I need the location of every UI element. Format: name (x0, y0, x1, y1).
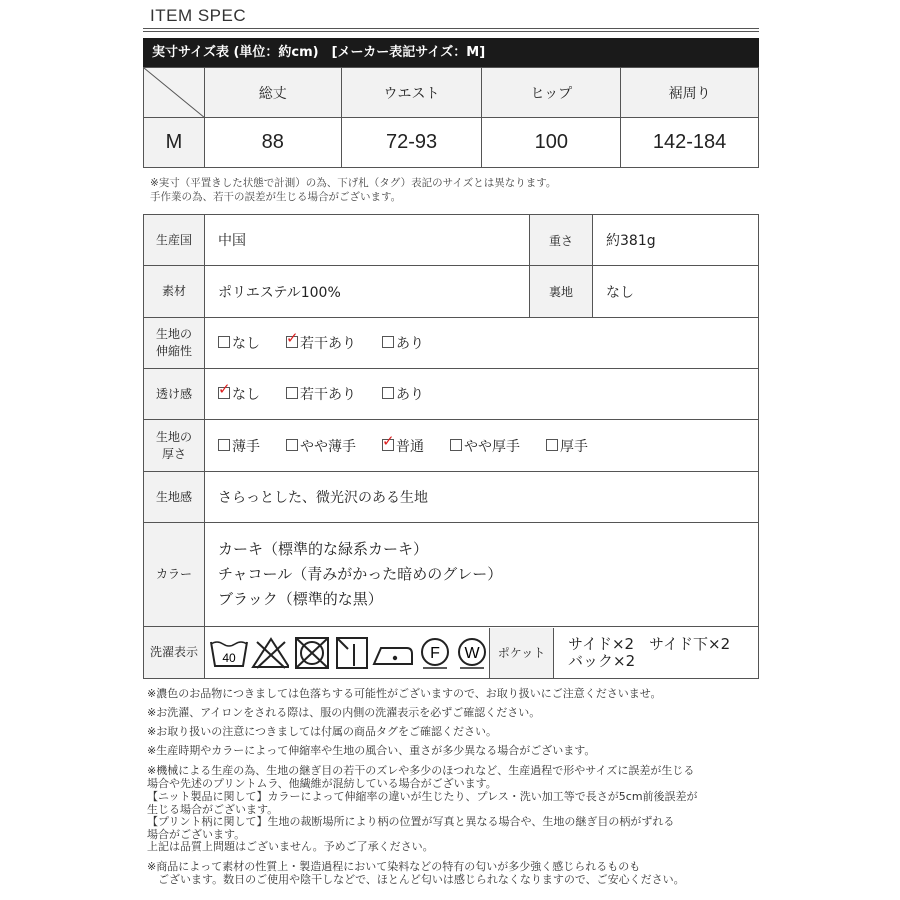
option-label: やや厚手 (464, 438, 520, 455)
wet-clean-letter: W (464, 644, 480, 662)
checkbox-icon (218, 336, 230, 348)
lining-label: 裏地 (530, 266, 593, 318)
option-item (286, 329, 356, 353)
weight-label: 重さ (530, 215, 593, 266)
checked-box-icon (218, 380, 231, 399)
color-item: チャコール（青みがかった暗めのグレー） (218, 565, 503, 583)
care-icons (205, 628, 490, 678)
option-item (218, 333, 260, 353)
footnote-line: ※お洗濯、アイロンをされる際は、服の内側の洗濯表示を必ずご確認ください。 (147, 706, 541, 719)
column-header-waist: ウエスト (341, 68, 482, 118)
weight-value: 約381g (593, 215, 759, 266)
option-label: 普通 (396, 438, 424, 455)
size-note-2: 手作業の為、若干の誤差が生じる場合がございます。 (150, 191, 402, 203)
option-label: 薄手 (232, 438, 260, 455)
footnote-line: ございます。数日のご使用や陰干しなどで、ほとんど匂いは感じられなくなりますので、ご安心ください。 (147, 873, 685, 886)
checkbox-icon (286, 387, 298, 399)
pocket-line-2: バック×2 (568, 651, 636, 670)
material-label: 素材 (144, 266, 205, 318)
option-item (382, 431, 424, 456)
cell-length: 88 (204, 118, 341, 168)
sheer-options (205, 369, 759, 420)
option-item (450, 436, 520, 456)
option-item (546, 436, 588, 456)
no-bleach-icon (251, 636, 290, 670)
wash-40-icon (209, 636, 248, 670)
dry-clean-f-icon (417, 636, 452, 670)
color-label: カラー (144, 523, 205, 627)
feel-label: 生地感 (144, 472, 205, 523)
care-label: 洗濯表示 (144, 627, 205, 679)
footnote-line: ※生産時期やカラーによって伸縮率や生地の風合い、重さが多少異なる場合がございます。 (147, 744, 596, 757)
origin-label: 生産国 (144, 215, 205, 266)
option-item (218, 436, 260, 456)
color-item: ブラック（標準的な黒） (218, 590, 383, 608)
checkbox-icon (382, 336, 394, 348)
color-item: カーキ（標準的な緑系カーキ） (218, 540, 429, 558)
cell-hip: 100 (482, 118, 621, 168)
line-dry-shade-icon (334, 636, 369, 670)
footnote-line: ※商品によって素材の性質上・製造過程において染料などの特有の匂いが多少強く感じられるものも (147, 860, 641, 873)
checkbox-icon (382, 387, 394, 399)
option-label: あり (396, 387, 424, 403)
care-pocket-cell (205, 627, 759, 679)
footnote-line: 生じる場合がございます。 (147, 803, 279, 816)
size-table (143, 67, 759, 168)
checkbox-icon (450, 439, 462, 451)
lining-value: なし (593, 266, 759, 318)
pocket-label: ポケット (490, 628, 554, 678)
page-title: ITEM SPEC (150, 6, 247, 25)
option-label: 厚手 (560, 438, 588, 455)
footnote-line: 場合や先述のプリントムラ、他繊維が混紡している場合がございます。 (147, 777, 497, 790)
dry-clean-letter: F (429, 644, 440, 662)
spec-table (143, 214, 759, 679)
checkmark-icon: ✓ (382, 431, 395, 450)
stretch-options (205, 318, 759, 369)
cell-waist: 72-93 (341, 118, 482, 168)
feel-value: さらっとした、微光沢のある生地 (205, 472, 759, 523)
column-header-hip: ヒップ (482, 68, 621, 118)
checked-box-icon (382, 431, 395, 451)
column-header-hem: 裾周り (621, 68, 759, 118)
title-divider (143, 28, 759, 29)
checkmark-icon: ✓ (286, 329, 299, 347)
footnote-line: ※お取り扱いの注意につきましては付属の商品タグをご確認ください。 (147, 725, 497, 738)
material-value: ポリエステル100% (205, 266, 530, 318)
footnote-line: ※濃色のお品物につきましては色落ちする可能性がございますので、お取り扱いにご注意くださいませ。 (147, 687, 662, 700)
checkbox-icon (546, 439, 558, 451)
checked-box-icon (286, 329, 299, 348)
thickness-label: 生地の 厚さ (144, 420, 205, 472)
option-item (218, 380, 260, 404)
stretch-label: 生地の 伸縮性 (144, 318, 205, 369)
wash-temp-text: 40 (222, 650, 236, 665)
sheer-label: 透け感 (144, 369, 205, 420)
size-table-corner (144, 68, 205, 118)
footnote-line: 上記は品質上問題はございません。予めご了承ください。 (147, 840, 434, 853)
pocket-value (554, 636, 730, 670)
cell-hem: 142-184 (621, 118, 759, 168)
origin-value: 中国 (205, 215, 530, 266)
option-label: 若干あり (300, 336, 356, 352)
option-item (286, 384, 356, 404)
color-list (205, 523, 759, 627)
footnote-line: 場合がございます。 (147, 828, 246, 841)
size-table-header: 実寸サイズ表 (単位：約cm) [メーカー表記サイズ：M] (143, 38, 759, 67)
option-label: 若干あり (300, 387, 356, 403)
option-label: やや薄手 (300, 438, 356, 455)
footnote-line: ※機械による生産の為、生地の継ぎ目の若干のズレや多少のほつれなど、生産過程で形やサイズに誤差が生じる (147, 764, 695, 777)
footnote-line: 【ニット製品に関して】カラーによって伸縮率の違いが生じたり、プレス・洗い加工等で長さが5cm前後誤差が (147, 790, 698, 803)
option-label: あり (396, 336, 424, 352)
option-label: なし (232, 387, 260, 403)
table-row (144, 118, 759, 168)
checkmark-icon: ✓ (218, 380, 231, 398)
checkbox-icon (286, 439, 298, 451)
column-header-length: 総丈 (204, 68, 341, 118)
option-item (286, 436, 356, 456)
thickness-options (205, 420, 759, 472)
iron-low-icon (371, 636, 413, 670)
option-label: なし (232, 336, 260, 352)
option-item (382, 384, 424, 404)
pocket-line-1: サイド×2 サイド下×2 (568, 634, 731, 653)
checkbox-icon (218, 439, 230, 451)
title-divider-second (143, 31, 759, 32)
wet-clean-w-icon (454, 636, 489, 670)
size-label: M (144, 118, 205, 168)
size-note-1: ※実寸（平置きした状態で計測）の為、下げ札（タグ）表記のサイズとは異なります。 (150, 177, 557, 189)
footnote-line: 【プリント柄に関して】生地の裁断場所により柄の位置が写真と異なる場合や、生地の継ぎ目の柄がずれる (147, 815, 675, 828)
option-item (382, 333, 424, 353)
no-tumble-dry-icon (292, 636, 331, 670)
